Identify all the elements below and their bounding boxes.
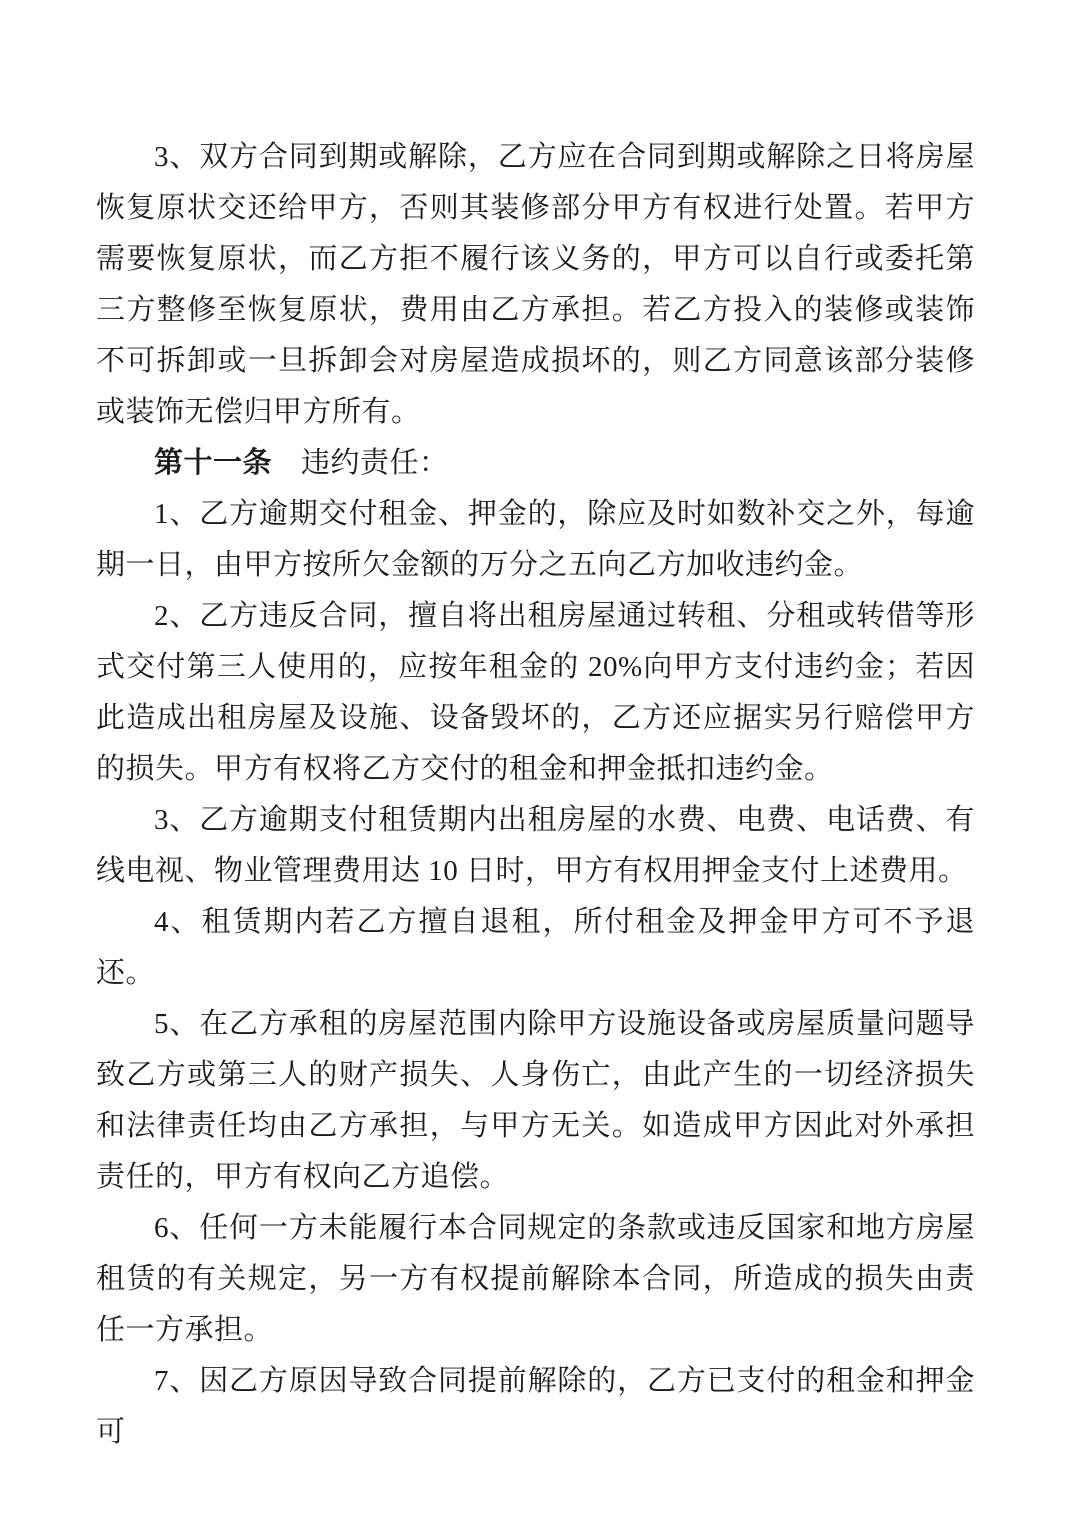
breach-clause-5: 5、在乙方承租的房屋范围内除甲方设施设备或房屋质量问题导致乙方或第三人的财产损失、人身伤亡，由此产生的一切经济损失和法律责任均由乙方承担，与甲方无关。如造成甲方因此对外承担责任的，甲方有权向乙方追偿。 [96, 1008, 975, 1193]
article-number: 第十一条 [154, 447, 273, 479]
breach-clause-7-truncated: 7、因乙方原因导致合同提前解除的，乙方已支付的租金和押金可 [96, 1365, 975, 1448]
breach-clause-4: 4、租赁期内若乙方擅自退租，所付租金及押金甲方可不予退还。 [96, 906, 975, 989]
breach-clause-3: 3、乙方逾期支付租赁期内出租房屋的水费、电费、电话费、有线电视、物业管理费用达 10 日时，甲方有权用押金支付上述费用。 [96, 804, 975, 887]
paragraph-restore-clause-3: 3、双方合同到期或解除，乙方应在合同到期或解除之日将房屋恢复原状交还给甲方，否则其装修部分甲方有权进行处置。若甲方需要恢复原状，而乙方拒不履行该义务的，甲方可以自行或委托第三方整修至恢复原状，费用由乙方承担。若乙方投入的装修或装饰不可拆卸或一旦拆卸会对房屋造成损坏的，则乙方同意该部分装修或装饰无偿归甲方所有。 [96, 141, 975, 428]
article-title: 违约责任： [301, 447, 449, 479]
breach-clause-6: 6、任何一方未能履行本合同规定的条款或违反国家和地方房屋租赁的有关规定，另一方有权提前解除本合同，所造成的损失由责任一方承担。 [96, 1212, 975, 1346]
breach-clause-2: 2、乙方违反合同，擅自将出租房屋通过转租、分租或转借等形式交付第三人使用的，应按年租金的 20%向甲方支付违约金；若因此造成出租房屋及设施、设备毁坏的，乙方还应据实另行赔偿甲方的损失。甲方有权将乙方交付的租金和押金抵扣违约金。 [96, 600, 975, 785]
breach-clause-1: 1、乙方逾期交付租金、押金的，除应及时如数补交之外，每逾期一日，由甲方按所欠金额的万分之五向乙方加收违约金。 [96, 498, 975, 581]
article-11-heading [96, 438, 975, 489]
